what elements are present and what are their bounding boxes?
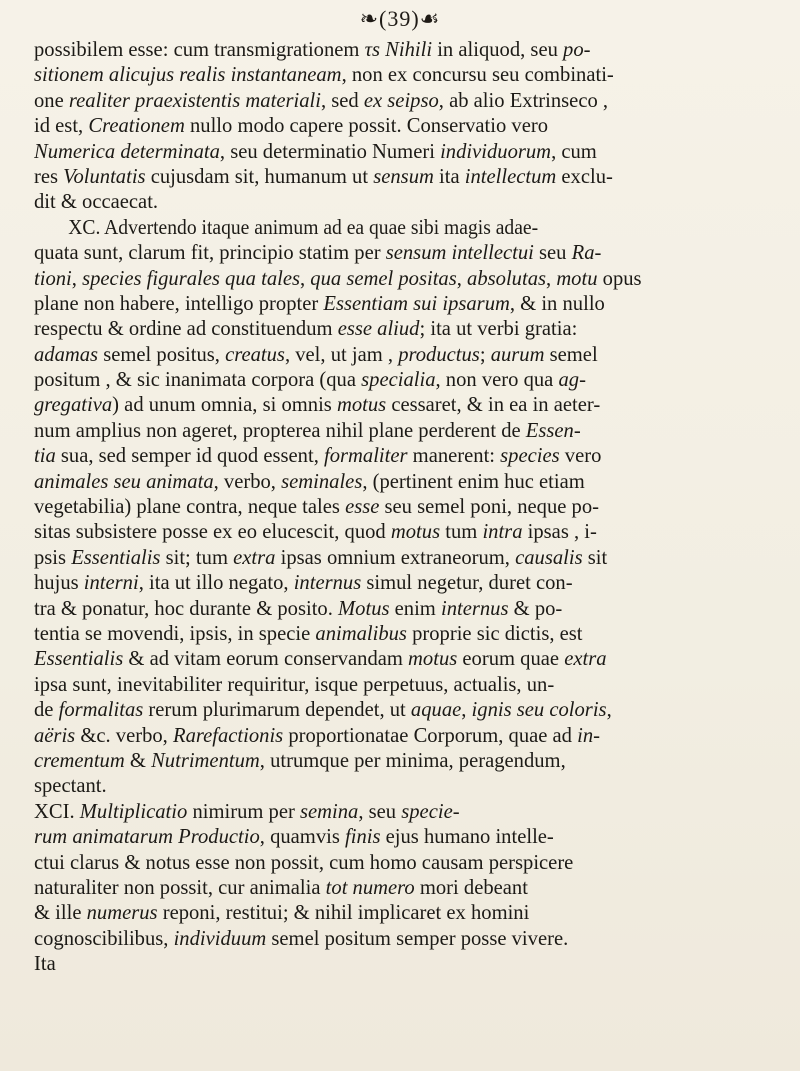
text-segment: proprie sic dictis, est xyxy=(406,622,583,645)
text-line xyxy=(34,927,772,952)
text-segment: , sed xyxy=(320,89,364,112)
text-line xyxy=(34,774,772,799)
header-left-ornament: ❧ xyxy=(359,6,380,31)
italic-segment: internus xyxy=(293,572,362,595)
text-line xyxy=(34,673,772,698)
text-segment: , cum xyxy=(551,140,597,163)
text-segment: , seu determinatio Numeri xyxy=(219,140,441,163)
text-segment: exclu- xyxy=(556,165,613,188)
text-segment: res xyxy=(34,165,64,188)
text-segment: num amplius non ageret, propterea nihil plane perderent de xyxy=(34,419,526,442)
text-line xyxy=(34,647,772,672)
text-segment: vero xyxy=(559,445,602,468)
text-segment: in aliquod, seu xyxy=(432,39,564,61)
text-segment: sua, sed semper id quod essent, xyxy=(55,445,324,468)
text-segment: positum , & sic inanimata corpora ( xyxy=(34,369,327,392)
text-segment: , vel, ut jam , xyxy=(284,343,399,366)
italic-segment: species xyxy=(500,445,560,468)
italic-segment: animalibus xyxy=(315,622,407,645)
text-segment: tentia se movendi, ipsis, in specie xyxy=(34,622,316,645)
text-segment: dit & occaecat. xyxy=(34,191,159,214)
italic-segment: specie- xyxy=(401,800,460,823)
page-number: (39) xyxy=(379,6,420,31)
text-segment: manerent: xyxy=(407,445,501,468)
text-segment: eorum quae xyxy=(457,648,565,671)
text-line xyxy=(34,749,772,774)
text-segment: , verbo, xyxy=(213,470,282,493)
text-segment: reponi, restitui; & nihil implicaret ex homini xyxy=(157,902,530,925)
text-line xyxy=(34,901,772,926)
text-segment: Ita xyxy=(34,953,56,976)
italic-segment: specialia xyxy=(361,369,436,392)
text-line xyxy=(34,292,772,317)
text-segment: semel xyxy=(544,343,598,366)
text-line xyxy=(34,520,772,545)
italic-segment: seminales xyxy=(281,470,363,493)
text-segment: , xyxy=(546,267,557,290)
text-line xyxy=(34,393,772,418)
italic-segment: finis xyxy=(345,826,381,849)
italic-segment: causalis xyxy=(515,546,583,569)
text-segment: hujus xyxy=(34,572,84,595)
text-segment: ejus humano intelle- xyxy=(380,826,554,849)
text-segment: plane non habere, intelligo propter xyxy=(34,292,324,315)
text-line xyxy=(34,89,772,114)
text-line xyxy=(34,165,772,190)
text-segment: psis xyxy=(34,546,72,569)
header-right-ornament: ☙ xyxy=(419,6,441,31)
italic-segment: motu xyxy=(556,267,598,290)
italic-segment: individuum xyxy=(173,927,267,950)
text-segment: enim xyxy=(389,597,441,620)
text-segment: , ab alio Extrinseco , xyxy=(438,89,609,112)
italic-segment: crementum xyxy=(34,749,125,772)
italic-segment: Essen- xyxy=(525,419,581,442)
italic-segment: sensum intellectui xyxy=(385,242,534,265)
italic-segment: productus xyxy=(398,343,480,366)
text-line xyxy=(34,216,736,241)
text-segment: tra & ponatur, hoc durante & posito. xyxy=(34,597,339,620)
text-segment: seu xyxy=(533,242,572,265)
text-segment: naturaliter non possit, cur animalia xyxy=(34,876,326,899)
text-line xyxy=(34,495,772,520)
italic-segment: aquae xyxy=(410,699,462,722)
italic-segment: extra xyxy=(233,546,276,569)
text-segment: , quamvis xyxy=(259,826,346,849)
text-segment: ; ita ut verbi gratia: xyxy=(419,318,578,341)
text-segment: , xyxy=(461,699,472,722)
italic-segment: po- xyxy=(563,39,591,61)
italic-segment: gregativa xyxy=(34,394,113,417)
text-segment: one xyxy=(34,89,69,112)
text-segment: ipsa sunt, inevitabiliter requiritur, isque perpetuus, actualis, un- xyxy=(34,673,555,696)
italic-segment: aurum xyxy=(490,343,545,366)
italic-segment: extra xyxy=(564,648,607,671)
text-segment: ipsas omnium extraneorum, xyxy=(275,546,516,569)
text-line xyxy=(34,368,772,393)
italic-segment: ignis seu coloris xyxy=(471,699,607,722)
text-segment: , xyxy=(300,267,311,290)
text-line xyxy=(34,851,772,876)
text-segment: ctui clarus & notus esse non possit, cum homo causam perspicere xyxy=(34,851,574,874)
text-line xyxy=(34,241,772,266)
text-line xyxy=(34,317,772,342)
text-segment: XC. Advertendo itaque animum ad ea quae sibi magis adae- xyxy=(68,216,539,239)
text-segment: de xyxy=(34,699,59,722)
italic-segment: intellectum xyxy=(464,165,557,188)
text-line xyxy=(34,114,772,139)
text-segment: , non ex concursu seu combinati- xyxy=(341,64,614,87)
italic-segment: Numerica determinata xyxy=(34,140,220,163)
text-segment: , non vero qua xyxy=(435,369,559,392)
text-line xyxy=(34,724,772,749)
text-line xyxy=(34,622,772,647)
italic-segment: esse xyxy=(345,496,380,519)
text-segment: vegetabilia) plane contra, neque tales xyxy=(34,496,346,519)
italic-segment: interni xyxy=(83,572,139,595)
italic-segment: adamas xyxy=(34,343,99,366)
text-line xyxy=(34,140,772,165)
text-segment: semel positus, xyxy=(98,343,226,366)
italic-segment: Nutrimentum xyxy=(151,749,260,772)
text-segment: ipsas , i- xyxy=(522,521,597,544)
text-segment: sitas subsistere posse ex eo elucescit, quod xyxy=(34,521,391,544)
text-segment: id est, xyxy=(34,115,89,138)
text-line xyxy=(34,876,772,901)
text-segment: , utrumque per minima, peragendum, xyxy=(259,749,566,772)
text-segment: , seu xyxy=(358,800,402,823)
text-segment: cessaret, & in ea in aeter- xyxy=(386,394,601,417)
text-segment: ; xyxy=(479,343,491,366)
italic-segment: esse aliud xyxy=(337,318,420,341)
text-segment: sit; tum xyxy=(160,546,234,569)
italic-segment: sitionem alicujus realis instantaneam xyxy=(34,64,342,87)
italic-segment: rum animatarum Productio xyxy=(34,826,260,849)
italic-segment: Motus xyxy=(338,597,390,620)
text-segment: nullo modo capere possit. Conservatio vero xyxy=(184,115,549,138)
italic-segment: species figurales qua tales xyxy=(82,267,300,290)
text-segment: quata sunt, clarum fit, principio statim per xyxy=(34,242,386,265)
text-segment: cognoscibilibus, xyxy=(34,927,174,950)
text-segment: possibilem esse: cum transmigrationem xyxy=(34,39,365,61)
italic-segment: motus xyxy=(336,394,387,417)
text-segment: respectu & ordine ad constituendum xyxy=(34,318,338,341)
text-line xyxy=(34,952,772,977)
italic-segment: tioni xyxy=(34,267,72,290)
italic-segment: Rarefactionis xyxy=(172,724,284,747)
italic-segment: in- xyxy=(577,724,601,747)
italic-segment: ex seipso xyxy=(363,89,439,112)
italic-segment: qua semel positas xyxy=(310,267,457,290)
italic-segment: Creationem xyxy=(88,115,185,138)
text-segment: , & in nullo xyxy=(509,292,605,315)
text-segment: tum xyxy=(440,521,483,544)
italic-segment: Ra- xyxy=(571,242,602,265)
text-line xyxy=(34,571,772,596)
italic-segment: formalitas xyxy=(58,699,144,722)
italic-segment: Essentialis xyxy=(34,648,124,671)
italic-segment: realiter praexistentis materiali xyxy=(68,89,321,112)
italic-segment: τs Nihili xyxy=(364,39,433,61)
text-segment: , ita ut illo negato, xyxy=(138,572,294,595)
text-segment: , xyxy=(606,699,612,722)
text-line xyxy=(34,190,772,215)
text-segment: & ille xyxy=(34,902,87,925)
text-segment: sit xyxy=(582,546,608,569)
text-segment: opus xyxy=(597,267,642,290)
italic-segment: sensum xyxy=(373,165,434,188)
text-line xyxy=(34,267,772,292)
text-line xyxy=(34,444,772,469)
italic-segment: semina xyxy=(300,800,359,823)
italic-segment: ag- xyxy=(558,369,586,392)
italic-segment: Essentialis xyxy=(71,546,161,569)
text-segment: rerum plurimarum dependet, ut xyxy=(143,699,411,722)
text-segment: proportionatae Corporum, quae ad xyxy=(283,724,578,747)
text-segment: XCI. xyxy=(34,800,80,823)
italic-segment: creatus xyxy=(225,343,285,366)
italic-segment: Voluntatis xyxy=(63,165,146,188)
italic-segment: tot numero xyxy=(325,876,415,899)
italic-segment: individuorum xyxy=(440,140,552,163)
italic-segment: formaliter xyxy=(324,445,408,468)
text-segment: semel positum semper posse vivere. xyxy=(266,927,569,950)
italic-segment: absolutas xyxy=(467,267,547,290)
italic-segment: animales seu animata xyxy=(34,470,214,493)
italic-segment: motus xyxy=(390,521,441,544)
text-segment: & xyxy=(124,749,152,772)
page-header xyxy=(0,6,800,32)
text-line xyxy=(34,597,772,622)
text-line xyxy=(34,38,772,63)
italic-segment: tia xyxy=(34,445,56,468)
italic-segment: internus xyxy=(440,597,509,620)
text-segment: ita xyxy=(433,165,465,188)
italic-segment: motus xyxy=(408,648,458,671)
text-segment: & po- xyxy=(508,597,563,620)
text-line xyxy=(34,470,772,495)
text-segment: mori debeant xyxy=(414,876,528,899)
text-line xyxy=(34,419,772,444)
italic-segment: Essentiam sui ipsarum xyxy=(323,292,510,315)
text-segment: , xyxy=(456,267,468,290)
text-segment: ) ad unum omnia, si omnis xyxy=(112,394,337,417)
text-line xyxy=(34,63,772,88)
text-line xyxy=(34,343,772,368)
body-text xyxy=(34,38,772,977)
text-segment: nimirum per xyxy=(187,800,300,823)
italic-segment: intra xyxy=(482,521,523,544)
text-segment: , xyxy=(71,267,83,290)
text-segment: simul negetur, duret con- xyxy=(361,572,573,595)
text-segment: seu semel poni, neque po- xyxy=(379,496,599,519)
text-line xyxy=(34,698,772,723)
italic-segment: numerus xyxy=(86,902,158,925)
text-segment: &c. verbo, xyxy=(75,724,173,747)
italic-segment: aëris xyxy=(34,724,76,747)
text-segment: cujusdam sit, humanum ut xyxy=(145,165,374,188)
text-line xyxy=(34,546,772,571)
text-segment: , (pertinent enim huc etiam xyxy=(362,470,585,493)
text-line xyxy=(34,800,772,825)
text-segment: & ad vitam eorum conservandam xyxy=(123,648,409,671)
italic-segment: Multiplicatio xyxy=(79,800,188,823)
text-line xyxy=(34,825,772,850)
text-segment: spectant. xyxy=(34,775,107,798)
text-segment: qua xyxy=(326,369,362,392)
